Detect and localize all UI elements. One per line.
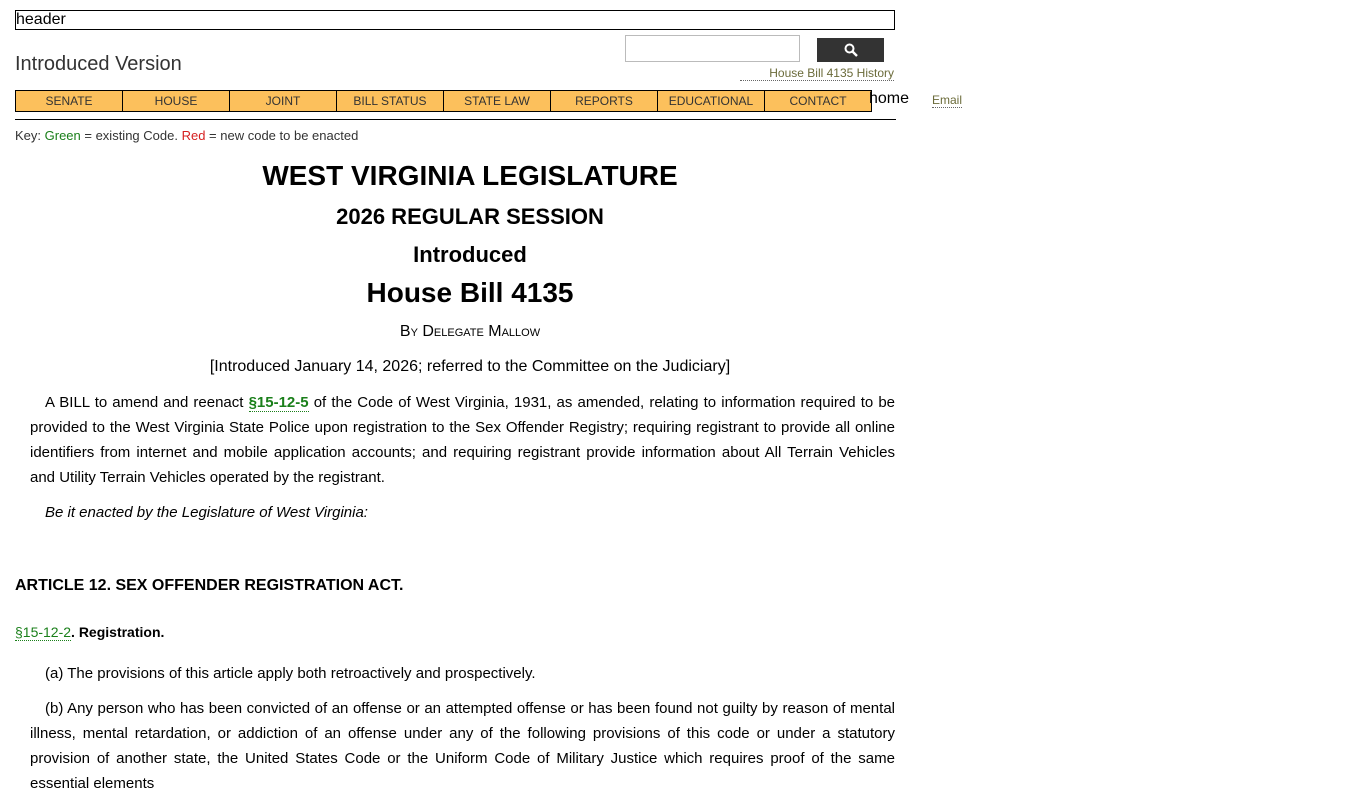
sponsor: By Delegate Mallow <box>399 323 541 340</box>
article-heading: ARTICLE 12. SEX OFFENDER REGISTRATION ACT. <box>15 577 404 594</box>
nav-state-law[interactable]: STATE LAW <box>444 91 551 111</box>
referral: [Introduced January 14, 2026; referred to the Committee on the Judiciary] <box>209 358 731 375</box>
paragraph-a: (a) The provisions of this article apply both retroactively and prospectively. <box>45 665 536 682</box>
legislature-heading: WEST VIRGINIA LEGISLATURE <box>262 160 678 191</box>
enacting-clause: Be it enacted by the Legislature of West Virginia: <box>45 504 368 521</box>
bill-history-link[interactable]: House Bill 4135 History <box>740 66 894 81</box>
nav-educational[interactable]: EDUCATIONAL <box>658 91 765 111</box>
nav-contact[interactable]: CONTACT <box>789 94 847 108</box>
section-link[interactable]: §15-12-2 <box>15 624 72 640</box>
bill-title <box>30 390 895 490</box>
search-icon <box>844 43 858 57</box>
main-nav <box>15 90 872 112</box>
key-suffix: = new code to be enacted <box>205 128 359 143</box>
nav-house[interactable]: HOUSE <box>123 91 230 111</box>
session-heading: 2026 REGULAR SESSION <box>336 204 604 229</box>
version-title: Introduced Version <box>15 53 182 75</box>
email-link[interactable]: Email <box>932 93 963 107</box>
bill-heading: House Bill 4135 <box>366 277 574 308</box>
header-image: header <box>15 10 895 30</box>
code-section-link[interactable]: §15-12-5 <box>248 394 309 411</box>
nav-bill-status[interactable]: BILL STATUS <box>337 91 444 111</box>
nav-senate[interactable]: SENATE <box>16 91 123 111</box>
status-heading: Introduced <box>413 242 527 267</box>
nav-reports[interactable]: REPORTS <box>551 91 658 111</box>
paragraph-b: (b) Any person who has been convicted of an offense or an attempted offense or has been found not guilty by reason of mental illness, mental retardation, or addiction of an offense under any of the following provisions of this code or under a statutory provision of another state, the United States Code or the Uniform Code of Military Justice which requires proof of the same essential elements <box>30 700 895 792</box>
color-key <box>15 128 358 143</box>
key-prefix: Key: <box>15 128 45 143</box>
key-mid: = existing Code. <box>80 128 182 143</box>
section-title: . Registration. <box>71 624 165 640</box>
key-green: Green <box>44 128 81 143</box>
title-pre: A BILL to amend and reenact <box>45 394 249 411</box>
search-input[interactable] <box>625 35 800 62</box>
search-button[interactable] <box>817 38 884 62</box>
home-link[interactable]: home <box>869 90 910 107</box>
nav-joint[interactable]: JOINT <box>230 91 337 111</box>
section-heading <box>15 624 164 640</box>
divider <box>15 119 896 120</box>
key-red: Red <box>181 128 206 143</box>
title-post: of the Code of West Virginia, 1931, as amended, relating to information required to be provided to the West Virginia State Police upon registration to the Sex Offender Registry; requiring registrant to provide all online identifiers from internet and mobile application accounts; and requiring registrant provide information about All Terrain Vehicles and Utility Terrain Vehicles operated by the registrant. <box>30 394 895 486</box>
